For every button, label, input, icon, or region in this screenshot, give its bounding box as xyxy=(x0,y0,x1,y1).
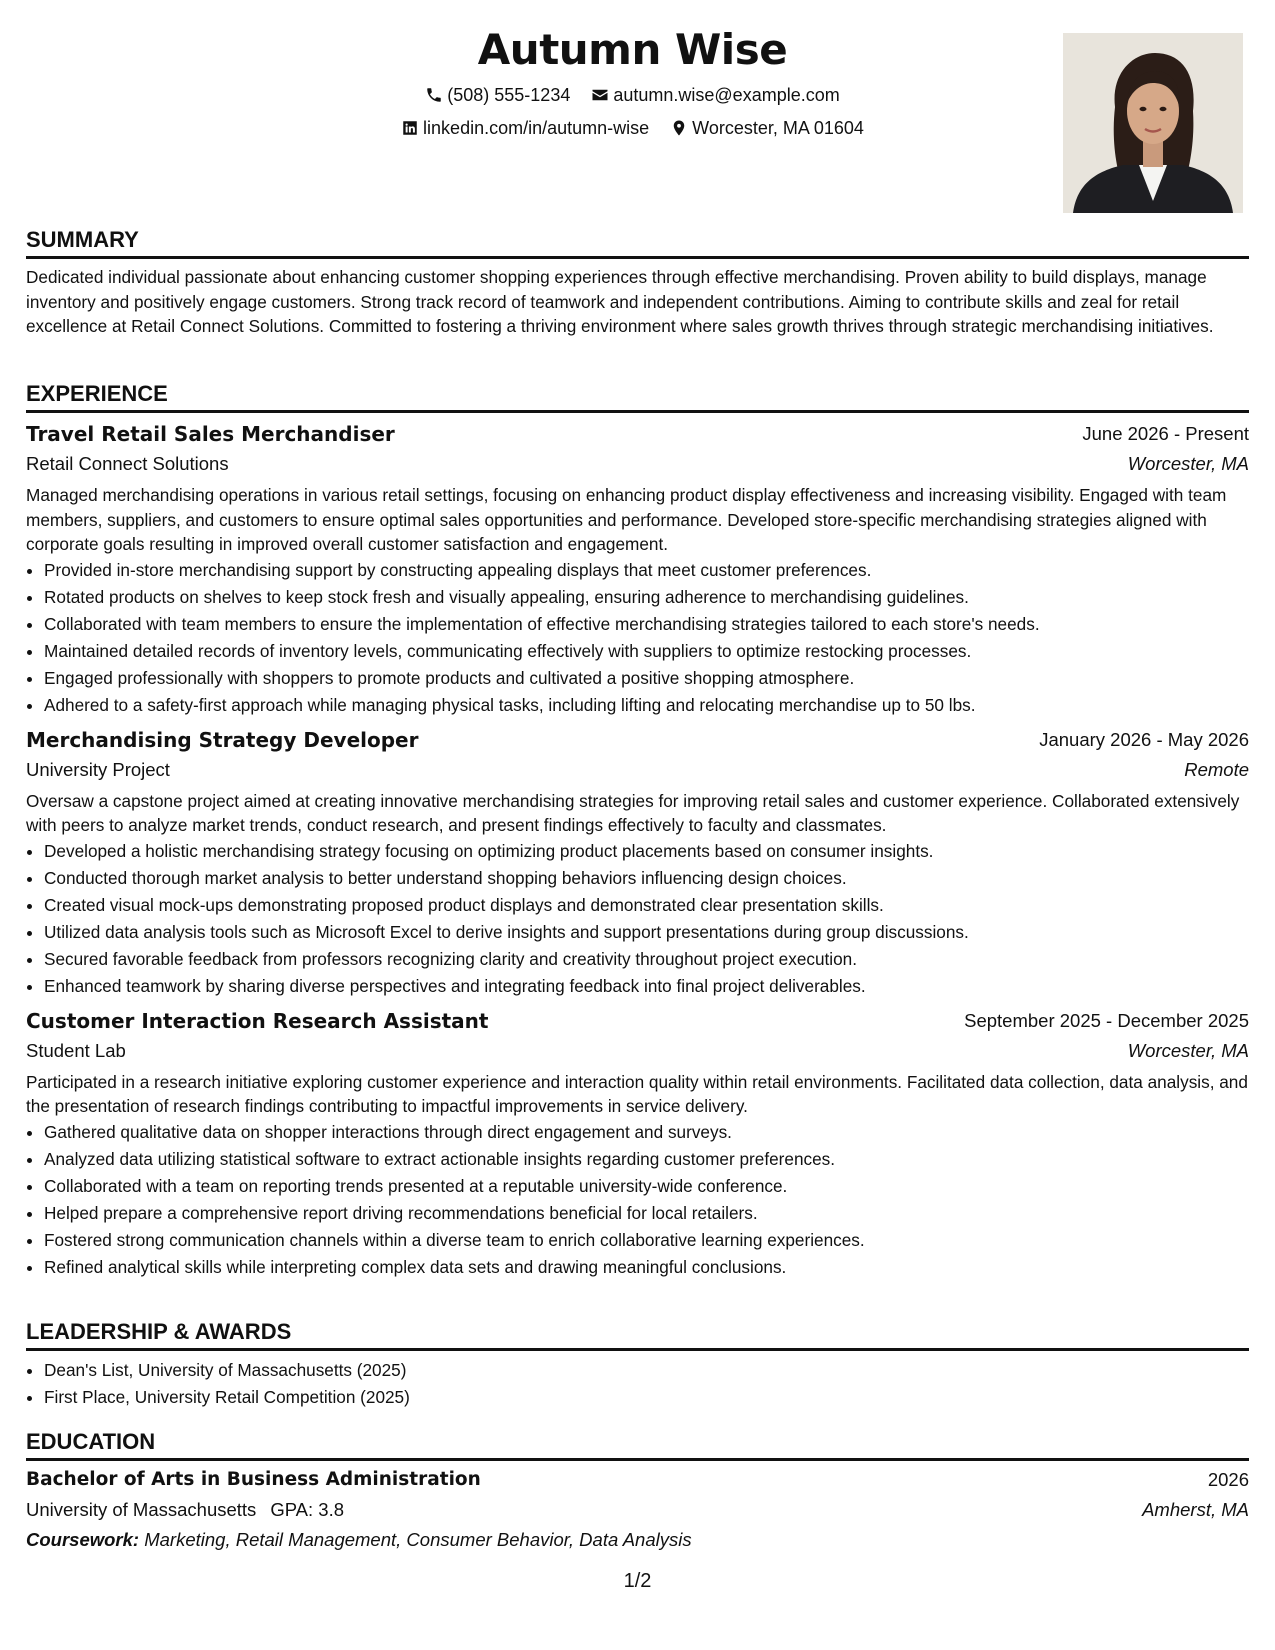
linkedin-text: linkedin.com/in/autumn-wise xyxy=(423,118,650,138)
leadership-list xyxy=(26,1357,1249,1411)
envelope-icon xyxy=(591,86,609,104)
email-text: autumn.wise@example.com xyxy=(613,85,840,105)
job-organization: Student Lab xyxy=(26,1039,126,1061)
phone-contact[interactable] xyxy=(425,80,570,110)
linkedin-icon xyxy=(401,119,419,137)
bullet-item: • Adhered to a safety-first approach while managing physical tasks, including lifting and relocating merchandise up to 50 lbs. xyxy=(44,692,1249,719)
job-description: Oversaw a capstone project aimed at creating innovative merchandising strategies for improving retail sales and customer experience. Collaborated extensively with peers to analyze market trends, conduct research, and present findings effectively to faculty and classmates. xyxy=(26,790,1240,835)
school-location: Amherst, MA xyxy=(1142,1499,1249,1520)
bullet-item: • Refined analytical skills while interpreting complex data sets and drawing meaningful conclusions. xyxy=(44,1254,1249,1281)
school-info xyxy=(26,1495,344,1525)
job-entry xyxy=(26,419,1249,719)
job-location: Worcester, MA xyxy=(1127,453,1249,474)
profile-photo xyxy=(1063,33,1243,213)
bullet-item: • Enhanced teamwork by sharing diverse perspectives and integrating feedback into final project deliverables. xyxy=(44,973,1249,1000)
location-text: Worcester, MA 01604 xyxy=(692,118,864,138)
phone-text: (508) 555-1234 xyxy=(447,85,571,105)
bullet-item: • Created visual mock-ups demonstrating proposed product displays and demonstrated clear presentation skills. xyxy=(44,892,1249,919)
coursework-list: Marketing, Retail Management, Consumer Behavior, Data Analysis xyxy=(144,1529,692,1550)
bullet-item: • Secured favorable feedback from professors recognizing clarity and creativity throughout project execution. xyxy=(44,946,1249,973)
job-bullets xyxy=(26,557,1249,719)
experience-section xyxy=(26,380,1249,1281)
coursework xyxy=(26,1525,1249,1555)
award-item: • First Place, University Retail Competition (2025) xyxy=(44,1384,1249,1411)
bullet-item: • Rotated products on shelves to keep stock fresh and visually appealing, ensuring adherence to merchandising guidelines. xyxy=(44,584,1249,611)
award-item: • Dean's List, University of Massachusetts (2025) xyxy=(44,1357,1249,1384)
job-entry xyxy=(26,1006,1249,1281)
education-section xyxy=(26,1428,1249,1555)
summary-heading: SUMMARY xyxy=(26,226,1249,259)
job-entry xyxy=(26,725,1249,1000)
job-date: June 2026 - Present xyxy=(1082,423,1249,444)
gpa: GPA: 3.8 xyxy=(270,1499,345,1520)
job-organization: University Project xyxy=(26,758,170,780)
bullet-item: • Gathered qualitative data on shopper interactions through direct engagement and surveys. xyxy=(44,1119,1249,1146)
bullet-item: • Fostered strong communication channels within a diverse team to enrich collaborative learning experiences. xyxy=(44,1227,1249,1254)
job-title: Customer Interaction Research Assistant xyxy=(26,1008,489,1033)
bullet-item: • Collaborated with team members to ensure the implementation of effective merchandising strategies tailored to each store's needs. xyxy=(44,611,1249,638)
bullet-item: • Collaborated with a team on reporting trends presented at a reputable university-wide conference. xyxy=(44,1173,1249,1200)
bullet-item: • Engaged professionally with shoppers to promote products and cultivated a positive shopping atmosphere. xyxy=(44,665,1249,692)
location-contact xyxy=(670,113,864,143)
email-contact[interactable] xyxy=(591,80,839,110)
job-bullets xyxy=(26,838,1249,1000)
linkedin-contact[interactable] xyxy=(401,113,649,143)
candidate-name: Autumn Wise xyxy=(477,25,788,74)
education-heading: EDUCATION xyxy=(26,1428,1249,1461)
bullet-item: • Helped prepare a comprehensive report driving recommendations beneficial for local retailers. xyxy=(44,1200,1249,1227)
job-date: January 2026 - May 2026 xyxy=(1039,728,1249,750)
graduation-year: 2026 xyxy=(1207,1469,1249,1490)
coursework-label: Coursework: xyxy=(26,1529,140,1550)
bullet-item: • Developed a holistic merchandising strategy focusing on optimizing product placements based on consumer insights. xyxy=(44,838,1249,865)
summary-text: Dedicated individual passionate about enhancing customer shopping experiences through effective merchandising. Proven ability to build displays, manage inventory and positively engage customers. Strong track record of teamwork and independent contributions. Aiming to contribute skills and zeal for retail excellence at Retail Connect Solutions. Committed to fostering a thriving environment where sales growth thrives through strategic merchandising initiatives. xyxy=(26,267,1214,336)
summary-section xyxy=(26,226,1249,339)
leadership-section xyxy=(26,1318,1249,1411)
job-description: Managed merchandising operations in various retail settings, focusing on enhancing product display effectiveness and increasing visibility. Engaged with team members, suppliers, and customers to ensure optimal sales opportunities and performance. Developed store-specific merchandising strategies aligned with corporate goals resulting in improved overall customer satisfaction and engagement. xyxy=(26,485,1227,554)
bullet-item: • Provided in-store merchandising support by constructing appealing displays that meet customer preferences. xyxy=(44,557,1249,584)
job-title: Merchandising Strategy Developer xyxy=(26,727,419,752)
degree-name: Bachelor of Arts in Business Administration xyxy=(26,1469,481,1490)
phone-icon xyxy=(425,86,443,104)
job-date: September 2025 - December 2025 xyxy=(964,1009,1249,1031)
bullet-item: • Analyzed data utilizing statistical software to extract actionable insights regarding customer preferences. xyxy=(44,1146,1249,1173)
job-location: Remote xyxy=(1184,758,1249,780)
leadership-heading: LEADERSHIP & AWARDS xyxy=(26,1318,1249,1351)
page-number: 1/2 xyxy=(623,1570,652,1592)
bullet-item: • Utilized data analysis tools such as Microsoft Excel to derive insights and support presentations during group discussions. xyxy=(44,919,1249,946)
job-title: Travel Retail Sales Merchandiser xyxy=(26,422,395,446)
bullet-item: • Conducted thorough market analysis to better understand shopping behaviors influencing design choices. xyxy=(44,865,1249,892)
school-name: University of Massachusetts xyxy=(26,1499,257,1520)
map-pin-icon xyxy=(670,119,688,137)
job-location: Worcester, MA xyxy=(1127,1039,1249,1061)
bullet-item: • Maintained detailed records of inventory levels, communicating effectively with suppliers to optimize restocking processes. xyxy=(44,638,1249,665)
job-organization: Retail Connect Solutions xyxy=(26,453,229,474)
job-description: Participated in a research initiative exploring customer experience and interaction quality within retail environments. Facilitated data collection, data analysis, and the presentation of research findings contributing to impactful improvements in service delivery. xyxy=(26,1071,1248,1116)
job-bullets xyxy=(26,1119,1249,1281)
experience-heading: EXPERIENCE xyxy=(26,380,1249,413)
